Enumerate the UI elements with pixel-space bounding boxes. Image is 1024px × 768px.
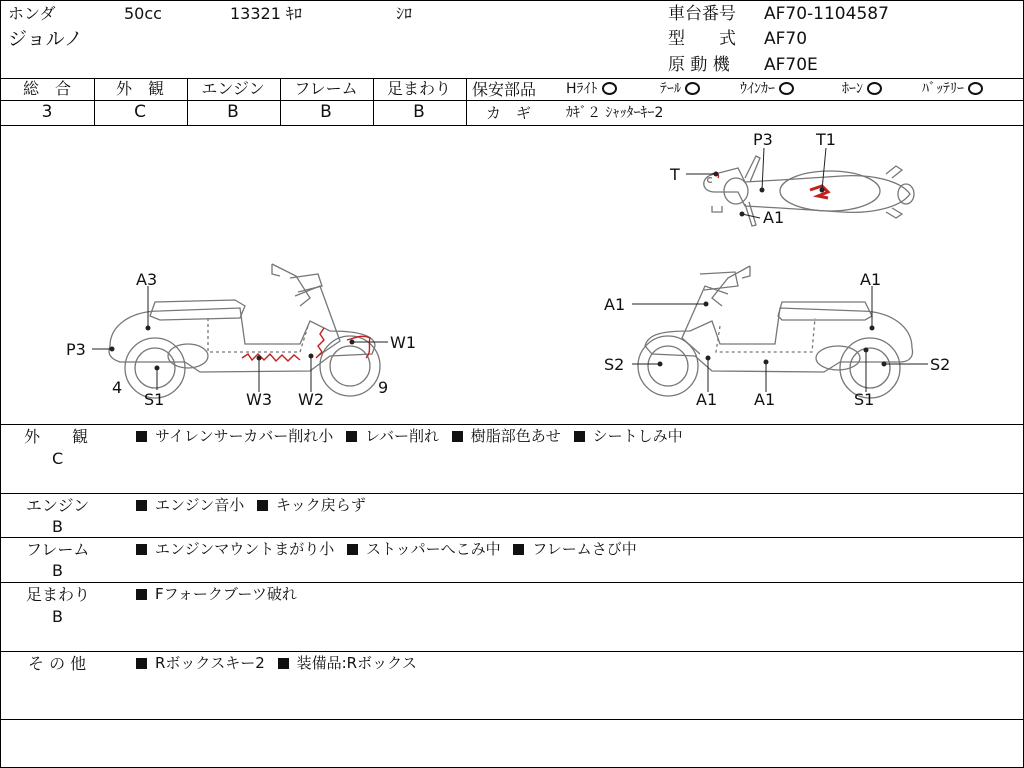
safety-item-label: Hﾗｲﾄ — [566, 81, 598, 97]
remark-item: サイレンサーカバー削れ小 — [155, 427, 334, 445]
safety-item-headlight — [566, 82, 617, 96]
remark-item: Rボックスキー2 — [155, 654, 265, 672]
remark-item: エンジン音小 — [155, 496, 245, 514]
remark-category: 足まわり — [26, 585, 91, 604]
safety-item-label: ﾊﾞｯﾃﾘｰ — [922, 81, 964, 97]
remark-item: エンジンマウントまがり小 — [155, 540, 335, 558]
diagram-label: 9 — [378, 378, 389, 397]
remark-grade: B — [52, 517, 63, 536]
remark-item: Fフォークブーツ破れ — [155, 585, 297, 603]
ok-circle-icon — [968, 82, 983, 95]
safety-item-label: ｳｲﾝｶｰ — [740, 81, 775, 97]
diagram-label: T — [670, 165, 680, 184]
engine-label: 原 動 機 — [668, 55, 730, 75]
engine-value: AF70E — [764, 55, 818, 75]
divider — [466, 100, 1024, 101]
diagram-label: P3 — [66, 340, 86, 359]
model-name: ジョルノ — [8, 28, 83, 50]
rating-label-suspension: 足まわり — [386, 79, 451, 98]
damage-mark — [810, 186, 828, 198]
bullet-square-icon — [574, 431, 585, 442]
remark-category: 外 観 — [24, 427, 89, 446]
diagram-label: P3 — [753, 130, 773, 149]
bullet-square-icon — [452, 431, 463, 442]
damage-marks — [242, 173, 828, 361]
remark-items — [136, 587, 297, 602]
rating-value-engine: B — [227, 102, 239, 122]
type-value: AF70 — [764, 29, 808, 49]
divider — [0, 493, 1024, 494]
bullet-square-icon — [136, 431, 147, 442]
frame-number: AF70-1104587 — [764, 4, 889, 24]
damage-mark — [242, 354, 300, 361]
safety-item-tail — [660, 82, 700, 96]
safety-item-battery — [922, 82, 983, 96]
remark-item: レバー削れ — [365, 427, 440, 445]
divider — [0, 719, 1024, 720]
divider — [0, 651, 1024, 652]
scooter-top-view — [704, 156, 914, 226]
maker: ホンダ — [8, 4, 56, 23]
diagram-label: S2 — [930, 355, 951, 374]
mileage: 13321 ｷﾛ — [230, 4, 302, 23]
remark-item: フレームさび中 — [532, 540, 637, 558]
rating-value-suspension: B — [413, 102, 425, 122]
remark-item: 装備品:Rボックス — [296, 654, 417, 672]
remark-items — [136, 498, 366, 513]
remark-items — [136, 429, 683, 444]
divider — [280, 78, 281, 126]
diagram-label: A3 — [136, 270, 158, 289]
keys-label: カ ギ — [486, 104, 532, 122]
safety-item-winker — [740, 82, 794, 96]
rating-label-engine: エンジン — [201, 79, 265, 98]
remark-items — [136, 656, 417, 671]
remark-item: シートしみ中 — [592, 427, 683, 445]
displacement: 50cc — [124, 4, 162, 23]
divider — [0, 537, 1024, 538]
diagram-label: A1 — [754, 390, 776, 409]
diagram-label: A1 — [604, 295, 626, 314]
diagram-label: A1 — [763, 208, 785, 227]
ok-circle-icon — [602, 82, 617, 95]
divider — [466, 78, 467, 126]
bullet-square-icon — [136, 589, 147, 600]
diagram-label: S2 — [604, 355, 625, 374]
diagram-label: A1 — [696, 390, 718, 409]
remark-item: ストッパーへこみ中 — [366, 540, 501, 558]
rating-value-exterior: C — [134, 102, 146, 122]
remark-item: キック戻らず — [276, 496, 366, 514]
bullet-square-icon — [347, 544, 358, 555]
remark-grade: B — [52, 607, 63, 626]
color: ｼﾛ — [396, 4, 413, 23]
type-label: 型 式 — [668, 29, 736, 49]
rating-label-overall: 総 合 — [22, 79, 71, 98]
remark-grade: B — [52, 561, 63, 580]
remark-category: フレーム — [26, 540, 90, 559]
diagram-label: 4 — [112, 378, 123, 397]
rating-label-exterior: 外 観 — [115, 79, 164, 98]
frame-number-label: 車台番号 — [668, 4, 736, 24]
ok-circle-icon — [779, 82, 794, 95]
diagram-label: S1 — [854, 390, 875, 409]
divider — [0, 100, 466, 101]
rating-label-frame: フレーム — [294, 79, 358, 98]
keys-value: ｶｷﾞ２ ｼｬｯﾀｰｷｰ2 — [566, 105, 664, 121]
bullet-square-icon — [513, 544, 524, 555]
diagram-label: A1 — [860, 270, 882, 289]
bullet-square-icon — [136, 500, 147, 511]
diagram-label: W1 — [390, 333, 416, 352]
damage-diagram — [0, 126, 1024, 424]
divider — [373, 78, 374, 126]
bullet-square-icon — [257, 500, 268, 511]
remark-category: そ の 他 — [28, 654, 87, 673]
divider — [0, 582, 1024, 583]
bullet-square-icon — [278, 658, 289, 669]
safety-label: 保安部品 — [472, 80, 537, 99]
safety-item-horn — [842, 82, 882, 96]
safety-item-label: ﾎｰﾝ — [842, 81, 863, 97]
bullet-square-icon — [346, 431, 357, 442]
diagram-label: W2 — [298, 390, 324, 409]
ok-circle-icon — [685, 82, 700, 95]
bullet-square-icon — [136, 658, 147, 669]
remark-item: 樹脂部色あせ — [470, 427, 561, 445]
diagram-label: W3 — [246, 390, 272, 409]
rating-value-frame: B — [320, 102, 332, 122]
remark-grade: C — [52, 449, 64, 468]
rating-value-overall: 3 — [41, 102, 53, 122]
ok-circle-icon — [867, 82, 882, 95]
divider — [94, 78, 95, 126]
divider — [187, 78, 188, 126]
safety-item-label: ﾃｰﾙ — [660, 81, 681, 97]
diagram-label: S1 — [144, 390, 165, 409]
remark-items — [136, 542, 637, 557]
divider — [0, 424, 1024, 425]
diagram-label: T1 — [816, 130, 836, 149]
bullet-square-icon — [136, 544, 147, 555]
remark-category: エンジン — [26, 496, 90, 515]
